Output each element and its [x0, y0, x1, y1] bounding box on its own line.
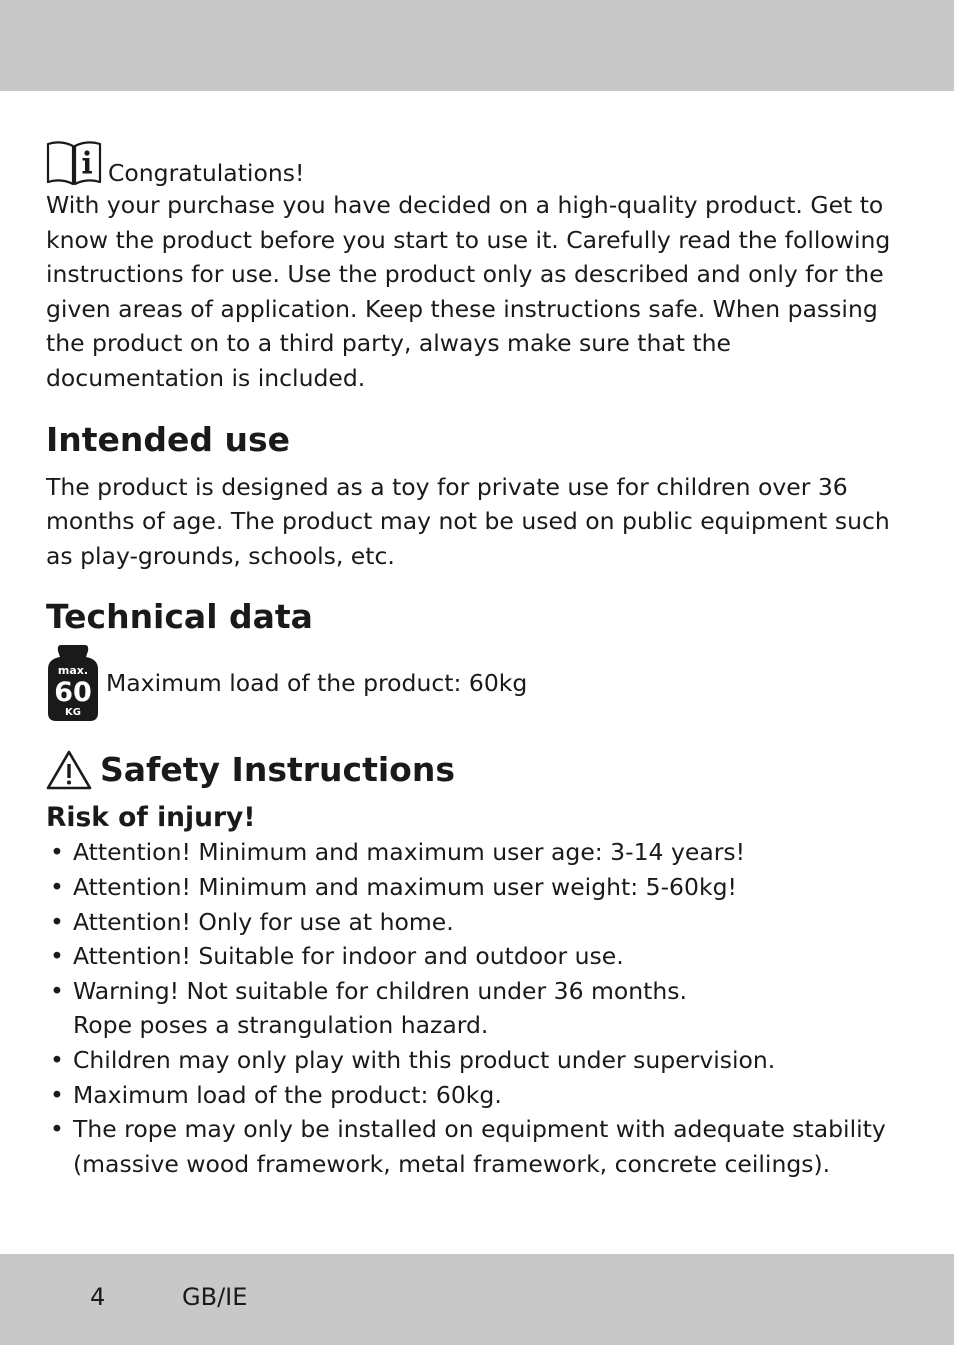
page-number: 4 — [90, 1283, 106, 1311]
safety-bullet-item — [46, 835, 906, 870]
weight-icon-unit: KG — [65, 707, 81, 719]
safety-bullet-item — [46, 939, 906, 974]
safety-heading-row — [46, 749, 906, 791]
max-load-row — [46, 643, 906, 723]
header-band — [0, 0, 954, 91]
safety-title: Safety Instructions — [100, 750, 455, 790]
safety-bullet-item — [46, 1043, 906, 1078]
technical-data-section — [46, 597, 906, 723]
intro-paragraph: With your purchase you have decided on a high-quality product. Get to know the product before you start to use it. Carefully read the following instructions for use. Use the product only as described and only for the given areas of application. Keep these instructions safe. When passing the product on to a third party, always make sure that the documentation is included. — [46, 191, 891, 392]
safety-bullet-line: • Attention! Only for use at home. — [73, 907, 454, 936]
safety-section — [46, 749, 906, 1181]
intro-heading: Congratulations! — [108, 159, 305, 187]
safety-bullet-item — [46, 1078, 906, 1113]
intended-use-title: Intended use — [46, 419, 291, 459]
info-book-icon — [46, 138, 102, 188]
technical-data-title: Technical data — [46, 597, 313, 637]
safety-bullet-item — [46, 1112, 906, 1181]
safety-bullet-line: • Attention! Minimum and maximum user age: 3-14 years! — [73, 838, 746, 867]
intro-heading-row — [46, 132, 906, 188]
safety-bullet-item — [46, 870, 906, 905]
safety-bullet-line: • The rope may only be installed on equipment with adequate stability — [73, 1115, 886, 1144]
footer-band — [0, 1254, 954, 1345]
safety-bullet-list — [46, 835, 906, 1181]
risk-subtitle: Risk of injury! — [46, 802, 256, 834]
safety-bullet-line: • Attention! Suitable for indoor and outdoor use. — [73, 942, 624, 971]
safety-bullet-line: • Maximum load of the product: 60kg. — [73, 1080, 502, 1109]
safety-bullet-line: • Children may only play with this product under supervision. — [73, 1045, 776, 1074]
warning-triangle-icon — [46, 749, 92, 791]
language-code: GB/IE — [182, 1283, 248, 1311]
safety-bullet-item — [46, 905, 906, 940]
safety-bullet-line: Rope poses a strangulation hazard. — [73, 1011, 489, 1040]
weight-icon-value: 60 — [54, 677, 92, 709]
max-load-text: Maximum load of the product: 60kg — [106, 669, 528, 698]
intended-use-section — [46, 420, 906, 574]
intended-use-paragraph: The product is designed as a toy for private use for children over 36 months of age. The product may not be used on public equipment such as play-grounds, schools, etc. — [46, 472, 890, 570]
safety-bullet-line: • Attention! Minimum and maximum user weight: 5-60kg! — [73, 872, 737, 901]
max-weight-icon — [46, 643, 100, 723]
safety-bullet-item — [46, 974, 906, 1043]
weight-icon-max: max. — [57, 664, 89, 678]
page-content — [46, 132, 906, 1181]
safety-bullet-line: • Warning! Not suitable for children under 36 months. — [73, 976, 687, 1005]
safety-bullet-line: (massive wood framework, metal framework, concrete ceilings). — [73, 1149, 831, 1178]
